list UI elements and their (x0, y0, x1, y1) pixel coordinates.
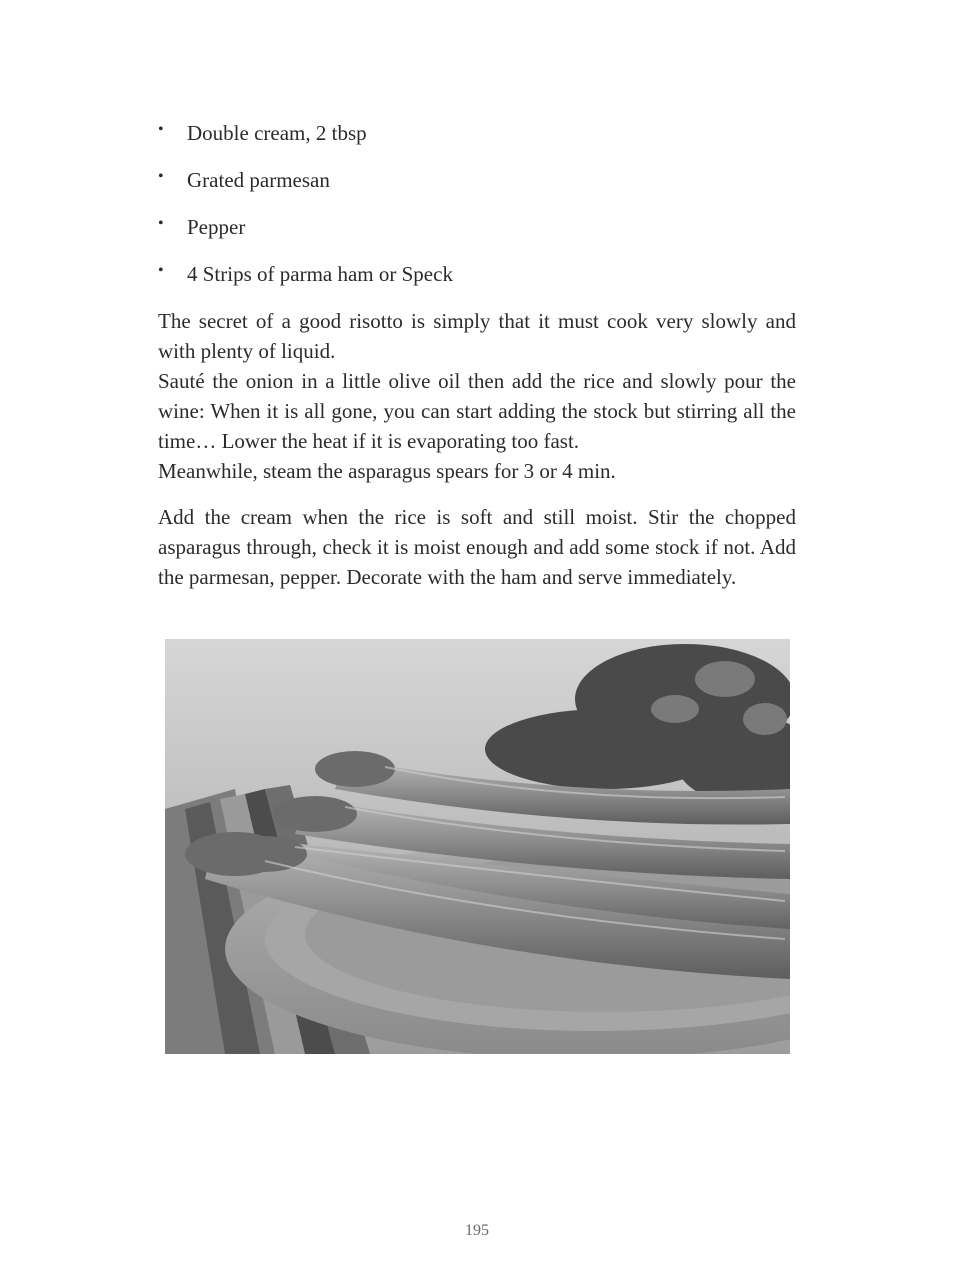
ingredient-text: Grated parmesan (187, 168, 330, 192)
list-item (158, 212, 796, 242)
page-content (158, 118, 796, 592)
method-paragraph-1b: Sauté the onion in a little olive oil then add the rice and slowly pour the wine: When it is all gone, you can start adding the stock but stirring all the time… Lower the heat if it is evaporating too fast. (158, 369, 796, 453)
bullet-icon: • (158, 168, 164, 185)
list-item (158, 259, 796, 289)
ingredient-text: Pepper (187, 215, 246, 239)
bullet-icon: • (158, 262, 164, 279)
method-paragraph-1c: Meanwhile, steam the asparagus spears for 3 or 4 min. (158, 459, 616, 483)
bullet-icon: • (158, 215, 164, 232)
asparagus-photo (165, 639, 790, 1054)
page-number: 195 (465, 1222, 489, 1239)
ingredient-text: Double cream, 2 tbsp (187, 121, 367, 145)
method-paragraph-2: Add the cream when the rice is soft and still moist. Stir the chopped asparagus through, check it is moist enough and add some stock if not. Add the parmesan, pepper. Decorate with the ham and serve immediately. (158, 505, 796, 589)
ingredient-text: 4 Strips of parma ham or Speck (187, 262, 453, 286)
ingredient-list (158, 118, 796, 289)
list-item (158, 118, 796, 148)
list-item (158, 165, 796, 195)
method-paragraph-1a: The secret of a good risotto is simply that it must cook very slowly and with plenty of liquid. (158, 309, 796, 363)
bullet-icon: • (158, 121, 164, 138)
asparagus-image (165, 639, 790, 1054)
